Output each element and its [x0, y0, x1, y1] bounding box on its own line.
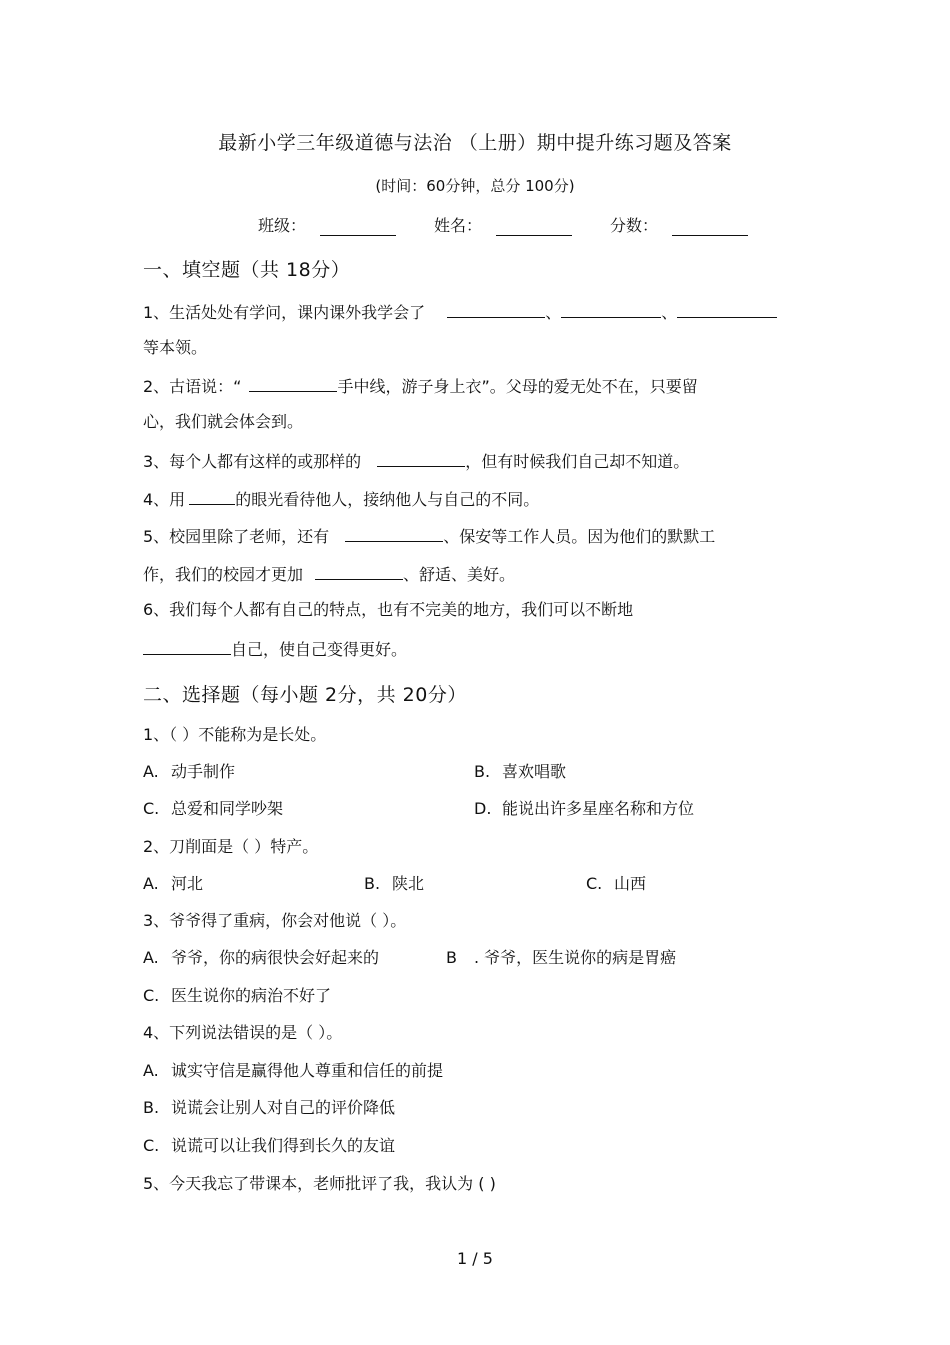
name-blank	[496, 217, 572, 236]
choice-option: C. 山西	[586, 874, 647, 893]
answer-blank	[377, 449, 465, 467]
answer-blank	[677, 300, 777, 318]
fill-question-6-cont	[143, 637, 407, 661]
choice-option: C. 总爱和同学吵架	[143, 799, 284, 818]
choice-option: B. 喜欢唱歌	[474, 762, 567, 781]
choice-option: A. 爷爷，你的病很快会好起来的	[143, 948, 380, 967]
score-blank	[672, 217, 748, 236]
exam-time-score: (时间：60分钟，总分 100分)	[375, 177, 575, 195]
score-field	[610, 213, 748, 236]
section-fill-blank-heading: 一、填空题（共 18分）	[143, 259, 351, 281]
choice-option: C. 说谎可以让我们得到长久的友谊	[143, 1136, 396, 1155]
fill-q5-text-2: 作，我们的校园才更加	[143, 565, 304, 584]
fill-q2-text-cont: 手中线，游子身上衣”。父母的爱无处不在，只要留	[337, 377, 698, 396]
fill-question-1	[143, 300, 777, 324]
fill-question-2	[143, 374, 698, 398]
document-title: 最新小学三年级道德与法治 （上册）期中提升练习题及答案	[218, 132, 732, 154]
section-multiple-choice-heading: 二、选择题（每小题 2分，共 20分）	[143, 684, 467, 706]
class-label: 班级：	[258, 216, 307, 235]
answer-blank	[447, 300, 545, 318]
fill-q5-text-3: 、舒适、美好。	[403, 565, 516, 584]
answer-blank	[189, 487, 235, 505]
fill-question-6: 6、我们每个人都有自己的特点，也有不完美的地方，我们可以不断地	[143, 600, 634, 619]
choice-option: A. 动手制作	[143, 762, 236, 781]
choice-question-4: 4、下列说法错误的是（ ）。	[143, 1023, 343, 1042]
choice-question-1: 1、（ ）不能称为是长处。	[143, 725, 327, 744]
choice-question-3: 3、爷爷得了重病，你会对他说（ ）。	[143, 911, 407, 930]
separator: 、	[545, 303, 562, 322]
fill-question-2-cont: 心，我们就会体会到。	[143, 412, 304, 431]
fill-q3-text-cont: ，但有时候我们自己却不知道。	[465, 452, 690, 471]
fill-q5-text-cont: 、保安等工作人员。因为他们的默默工	[443, 527, 716, 546]
score-label: 分数：	[610, 216, 659, 235]
student-info-row	[258, 213, 818, 236]
answer-blank	[249, 374, 337, 392]
choice-option: A. 河北	[143, 874, 204, 893]
answer-blank	[345, 524, 443, 542]
fill-q1-text: 1、生活处处有学问，课内课外我学会了	[143, 303, 426, 322]
fill-q2-text: 2、古语说：“	[143, 377, 242, 396]
choice-option: C. 医生说你的病治不好了	[143, 986, 332, 1005]
page-number: 1 / 5	[457, 1249, 493, 1268]
choice-option: B. 陕北	[364, 874, 425, 893]
separator: 、	[661, 303, 678, 322]
fill-question-3	[143, 449, 689, 473]
fill-q3-text: 3、每个人都有这样的或那样的	[143, 452, 362, 471]
answer-blank	[561, 300, 661, 318]
fill-question-5-cont	[143, 562, 515, 586]
name-label: 姓名：	[434, 216, 483, 235]
choice-option: B. 说谎会让别人对自己的评价降低	[143, 1098, 396, 1117]
class-blank	[320, 217, 396, 236]
fill-q4-text-cont: 的眼光看待他人，接纳他人与自己的不同。	[235, 490, 540, 509]
fill-q5-text: 5、校园里除了老师，还有	[143, 527, 330, 546]
fill-q6-text-cont: 自己，使自己变得更好。	[231, 640, 408, 659]
fill-q4-text: 4、用	[143, 490, 186, 509]
class-field	[258, 213, 396, 236]
choice-question-5: 5、今天我忘了带课本，老师批评了我，我认为 ( )	[143, 1174, 496, 1193]
choice-option: D. 能说出许多星座名称和方位	[474, 799, 695, 818]
fill-question-4	[143, 487, 539, 511]
choice-option: A. 诚实守信是赢得他人尊重和信任的前提	[143, 1061, 444, 1080]
choice-question-2: 2、刀削面是（ ）特产。	[143, 837, 319, 856]
choice-option: B . 爷爷，医生说你的病是胃癌	[446, 948, 677, 967]
answer-blank	[143, 637, 231, 655]
fill-question-5	[143, 524, 715, 548]
name-field	[434, 213, 572, 236]
answer-blank	[315, 562, 403, 580]
fill-question-1-cont: 等本领。	[143, 338, 208, 357]
